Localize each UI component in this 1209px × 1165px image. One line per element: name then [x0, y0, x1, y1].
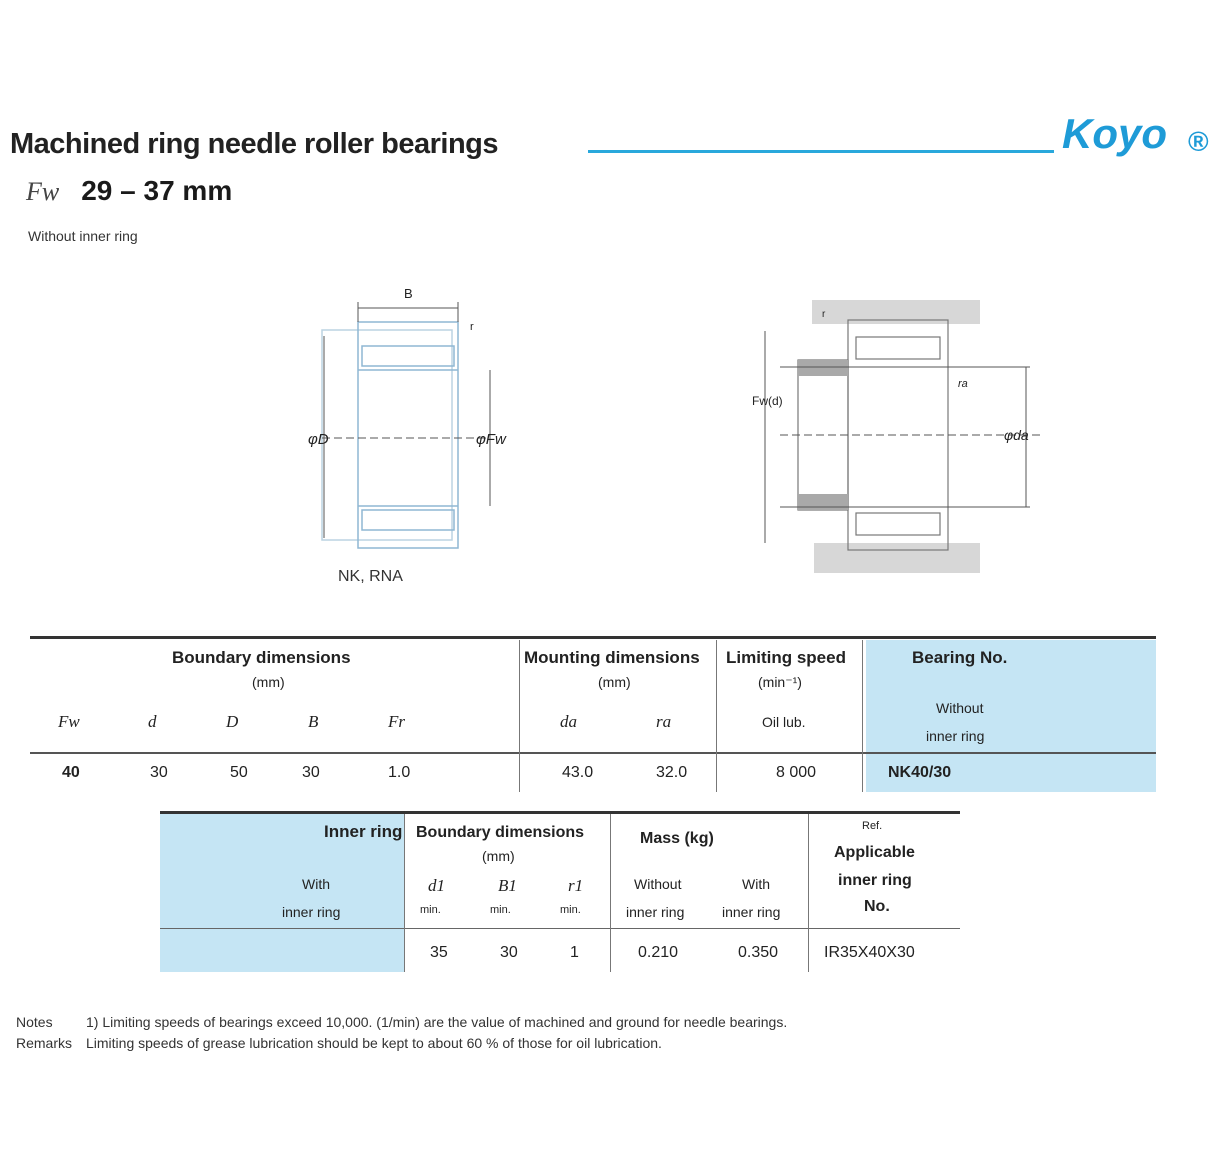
group-limiting-speed: Limiting speed — [726, 648, 846, 667]
cell-r: 1.0 — [388, 764, 411, 781]
range-symbol: Fw — [26, 177, 60, 206]
ref-top: Ref. — [862, 820, 883, 832]
group-mass: Mass (kg) — [640, 830, 714, 847]
title-rule — [588, 150, 1054, 153]
ref-inner-ring: inner ring — [838, 872, 912, 889]
mounting-drawing-right — [740, 295, 1050, 580]
table1-divider — [862, 640, 863, 792]
subtitle: Without inner ring — [28, 228, 138, 244]
group-boundary-dimensions: Boundary dimensions — [172, 648, 351, 667]
cell-outer-d: 50 — [230, 764, 248, 781]
col-b1-unit: min. — [490, 904, 511, 916]
cell-bearing-no: NK40/30 — [888, 764, 952, 781]
label-width: B — [404, 286, 413, 301]
group-mounting-dimensions: Mounting dimensions — [524, 648, 700, 667]
cell-b1: 30 — [500, 944, 518, 961]
ref-no: No. — [864, 898, 890, 915]
inner-ring-with-1: With — [302, 876, 330, 892]
figure-caption: NK, RNA — [338, 568, 403, 585]
cell-d: 30 — [150, 764, 168, 781]
cell-ref-inner-ring: IR35X40X30 — [824, 944, 915, 961]
col-d: d — [148, 712, 157, 731]
note-2-label: Remarks — [16, 1035, 73, 1051]
inner-ring-with-2: inner ring — [282, 904, 341, 920]
col-oil-lub: Oil lub. — [762, 714, 806, 730]
group-boundary-dimensions-2: Boundary dimensions — [416, 824, 585, 841]
col-outer-d: D — [226, 712, 239, 731]
col-b1: B1 — [498, 876, 517, 895]
label-roller-diameter: φFw — [476, 431, 506, 448]
note-1-text: 1) Limiting speeds of bearings exceed 10,000. (1/min) are the value of machined and ground for needle bearings. — [86, 1014, 788, 1030]
group-boundary-unit: (mm) — [252, 674, 285, 690]
cell-d1: 35 — [430, 944, 448, 961]
note-1 — [16, 1012, 787, 1033]
footnotes — [16, 1012, 787, 1054]
page-title: Machined ring needle roller bearings — [10, 128, 499, 160]
cell-ra: 32.0 — [656, 764, 688, 781]
col-d1-unit: min. — [420, 904, 441, 916]
col-without-inner-ring-2: inner ring — [926, 728, 985, 744]
note-2 — [16, 1033, 787, 1054]
col-fw: Fw — [58, 712, 80, 731]
brand-logo: Koyo — [1062, 110, 1167, 157]
cell-speed: 8 000 — [776, 764, 817, 781]
cell-da: 43.0 — [562, 764, 594, 781]
label-outer-diameter: φD — [308, 431, 329, 448]
col-da: da — [560, 712, 577, 731]
cell-b: 30 — [302, 764, 320, 781]
cell-mass-with: 0.350 — [738, 944, 779, 961]
ref-applicable: Applicable — [834, 844, 915, 861]
table1-top-rule — [30, 636, 1156, 639]
label-ra: ra — [958, 378, 968, 390]
group-bearing-no: Bearing No. — [912, 648, 1008, 667]
label-shaft-dia: Fw(d) — [752, 394, 783, 408]
col-r1-unit: min. — [560, 904, 581, 916]
label-chamfer: r — [470, 321, 474, 333]
table2-header-rule — [160, 928, 960, 929]
cell-mass-without: 0.210 — [638, 944, 679, 961]
col-d1: d1 — [428, 876, 445, 895]
table2-divider — [610, 814, 611, 972]
note-2-text: Limiting speeds of grease lubrication should be kept to about 60 % of those for oil lubrication. — [86, 1035, 662, 1051]
label-rmax: r — [822, 309, 826, 320]
bearing-drawing-left — [300, 280, 520, 565]
col-without-inner-ring-1: Without — [936, 700, 984, 716]
table2-divider — [808, 814, 809, 972]
col-mass-without-2: inner ring — [626, 904, 685, 920]
group-mounting-unit: (mm) — [598, 674, 631, 690]
col-r1: r1 — [568, 876, 584, 895]
col-mass-with-1: With — [742, 876, 770, 892]
label-da: φda — [1004, 427, 1029, 443]
col-b: B — [308, 712, 319, 731]
table1-header-rule — [30, 752, 1156, 754]
range-value: 29 – 37 mm — [81, 175, 233, 206]
table2-divider — [404, 814, 405, 972]
diameter-range — [26, 175, 232, 207]
col-ra: ra — [656, 712, 672, 731]
col-mass-without-1: Without — [634, 876, 682, 892]
table1-divider — [716, 640, 717, 792]
col-mass-with-2: inner ring — [722, 904, 781, 920]
cell-r1: 1 — [570, 944, 579, 961]
table1-divider — [519, 640, 520, 792]
brand-mark: ® — [1188, 126, 1209, 157]
col-r: Fr — [388, 712, 405, 731]
cell-fw: 40 — [62, 764, 80, 781]
table2-top-rule — [160, 811, 960, 814]
group-limiting-unit: (min⁻¹) — [758, 674, 802, 690]
group-inner-ring: Inner ring — [324, 822, 403, 841]
note-1-label: Notes — [16, 1014, 53, 1030]
group-boundary-unit-2: (mm) — [482, 848, 515, 864]
